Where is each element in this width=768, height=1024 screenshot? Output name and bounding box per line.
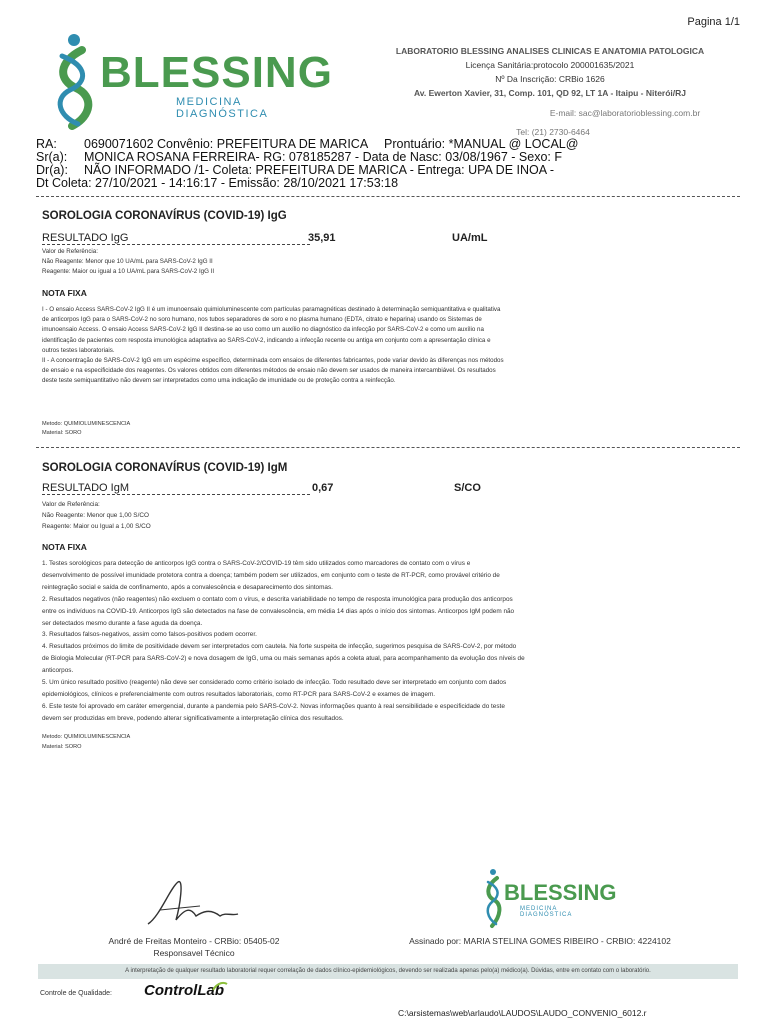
nota-line: 3. Resultados falsos-negativos, assim como falsos-positivos podem ocorrer. [42, 631, 257, 639]
divider [36, 447, 740, 448]
igm-nota-title: NOTA FIXA [42, 542, 87, 552]
ref-line: Reagente: Maior ou igual a 10 UA/mL para SARS-CoV-2 IgG II [42, 268, 215, 276]
divider [36, 196, 740, 197]
igg-reference [42, 247, 602, 278]
file-path: C:\arsistemas\web\arlaudo\LAUDOS\LAUDO_CONVENIO_6012.r [398, 1008, 647, 1018]
nota-line: reintegração social e saída de confinamento, após a convalescência e desaparecimento dos sintomas. [42, 583, 333, 591]
lab-info [360, 44, 740, 139]
nota-line: anticorpos. [42, 667, 74, 675]
nota-line: de anticorpos IgG para o SARS-CoV-2 no soro humano, nos tubos separadores de soro e no plasma humano (EDTA, citrato e heparina) usando os Sistemas de [42, 316, 482, 324]
logo-mark-icon [48, 32, 100, 130]
nota-line: ser detectados mesmo durante a fase aguda da doença. [42, 619, 203, 627]
lab-inscricao: Nº Da Inscrição: CRBio 1626 [495, 74, 605, 84]
ref-line: Valor de Referência: [42, 248, 98, 255]
igm-result-row [42, 482, 742, 495]
igg-title: SOROLOGIA CORONAVÍRUS (COVID-19) IgG [42, 210, 287, 222]
controllab-logo: ControlLab [144, 982, 224, 999]
lab-address: Av. Ewerton Xavier, 31, Comp. 101, QD 92, LT 1A - Itaipu - Niterói/RJ [413, 88, 687, 98]
igg-nota-text [42, 305, 732, 387]
brand-name: BLESSING [100, 48, 333, 97]
metodo: Metodo: QUIMIOLUMINESCENCIA [42, 734, 131, 740]
lab-tel: Tel: (21) 2730-6464 [516, 127, 590, 137]
igm-reference [42, 499, 602, 532]
page-number: Pagina 1/1 [687, 16, 740, 28]
ref-line: Reagente: Maior ou Igual a 1,00 S/CO [42, 523, 151, 530]
left-signer-role: Responsavel Técnico [153, 948, 235, 958]
dr-value: NÃO INFORMADO /1- Coleta: PREFEITURA DE MARICA - Entrega: UPA DE INOA - [84, 163, 555, 177]
igg-result-label: RESULTADO IgG [42, 232, 310, 245]
igm-value: 0,67 [312, 482, 334, 494]
right-signature: Assinado por: MARIA STELINA GOMES RIBEIRO - CRBIO: 4224102 [409, 936, 671, 946]
sr-label: Sr(a): [36, 150, 68, 164]
nota-line: de ensaio e na especificidade dos reagentes. Os valores obtidos com diferentes métodos de ensaio não devem ser usados de maneira intercambiável. Os resultados [42, 367, 496, 375]
blessing-logo-small [482, 868, 617, 930]
igm-unit: S/CO [454, 482, 481, 494]
igg-method [42, 420, 130, 438]
nota-line: devem ser produzidas em breve, podendo alterar significativamente a interpretação clínica dos resultados. [42, 714, 344, 722]
nota-line: II - A concentração de SARS-CoV-2 IgG em um espécime específico, determinada com ensaios de diferentes fabricantes, pode variar devido às diferenças nos métodos [42, 357, 504, 365]
nota-line: desenvolvimento de possível imunidade protetora contra a doença; também podem ser utilizados, em conjunto com o teste de RT-PCR, como provável critério de [42, 571, 500, 579]
nota-line: epidemiológicos, clínicos e preferencialmente com outros resultados laboratoriais, como RT-PCR para SARS-CoV-2 e exames de imagem. [42, 690, 436, 698]
igg-nota-title: NOTA FIXA [42, 288, 87, 298]
lab-licenca: Licença Sanitária:protocolo 200001635/2021 [465, 60, 635, 70]
metodo: Metodo: QUIMIOLUMINESCENCIA [42, 421, 131, 427]
left-signature [94, 935, 294, 959]
lab-email: E-mail: sac@laboratorioblessing.com.br [549, 108, 701, 118]
sr-value: MONICA ROSANA FERREIRA- RG: 078185287 - Data de Nasc: 03/08/1967 - Sexo: F [84, 150, 562, 164]
igm-nota-text [42, 558, 732, 725]
igg-value: 35,91 [308, 232, 336, 244]
nota-line: 2. Resultados negativos (não reagentes) não excluem o contato com o vírus, e descrita variabilidade no tempo de resposta imunológica para produção dos anticorpos [42, 595, 513, 603]
dt-line: Dt Coleta: 27/10/2021 - 14:16:17 - Emissão: 28/10/2021 17:53:18 [36, 176, 399, 190]
blessing-logo [38, 30, 338, 130]
nota-line: 6. Este teste foi aprovado em caráter emergencial, durante a pandemia pelo SARS-CoV-2. Novas informações quanto à real sensibilidade e especificidade do teste [42, 702, 505, 710]
left-signer-name: André de Freitas Monteiro - CRBio: 05405-02 [108, 936, 280, 946]
footer-disclaimer: A interpretação de qualquer resultado laboratorial requer correlação de dados clínico-epidemiológicos, devendo ser realizada apenas pelo(a) médico(a). Dúvidas, entre em contato com o laboratório. [38, 964, 738, 979]
igg-unit: UA/mL [452, 232, 488, 244]
igm-title: SOROLOGIA CORONAVÍRUS (COVID-19) IgM [42, 462, 288, 474]
ra-value: 0690071602 Convênio: PREFEITURA DE MARICA [84, 137, 369, 151]
nota-line: 1. Testes sorológicos para detecção de anticorpos IgG contra o SARS-CoV-2/COVID-19 têm sido utilizados como marcadores de contato com o vírus e [42, 560, 471, 567]
brand-subtitle: MEDICINA DIAGNÓSTICA [176, 96, 269, 120]
logo-mark-icon [482, 868, 504, 930]
controllab-swoosh-icon [212, 980, 228, 992]
brand-subtitle-small: MEDICINA DIAGNÓSTICA [520, 906, 573, 918]
igg-result-row [42, 232, 742, 245]
lab-name: LABORATORIO BLESSING ANALISES CLINICAS E ANATOMIA PATOLOGICA [395, 46, 705, 56]
prontuario: Prontuário: *MANUAL @ LOCAL@ [384, 137, 579, 151]
nota-line: 5. Um único resultado positivo (reagente) não deve ser considerado como critério isolado de infecção. Todo resultado deve ser interpretado em conjunto com dados [42, 679, 507, 687]
igm-method [42, 732, 130, 752]
ra-label: RA: [36, 137, 57, 151]
nota-line: entre os indivíduos na COVID-19. Anticorpos IgG são detectados na fase de convalescência, em média 14 dias após o início dos sintomas. Anticorpos IgM podem não [42, 607, 515, 615]
nota-line: outros testes laboratoriais. [42, 346, 115, 354]
quality-control-label: Controle de Qualidade: [40, 990, 112, 997]
nota-line: deste teste semiquantitativo não devem ser interpretados como uma indicação de imunidade ou de proteção contra a reinfecção. [42, 377, 396, 385]
patient-info [36, 138, 736, 190]
igm-result-label: RESULTADO IgM [42, 482, 310, 495]
ref-line: Não Reagente: Menor que 10 UA/mL para SARS-CoV-2 IgG II [42, 258, 213, 266]
nota-line: de Biologia Molecular (RT-PCR para SARS-CoV-2) e nova dosagem de IgG, uma ou mais semanas após a coleta atual, para acompanhamento da evolução dos níveis de [42, 655, 525, 663]
nota-line: I - O ensaio Access SARS-CoV-2 IgG II é um imunoensaio quimioluminescente com partículas paramagnéticas destinado à determinação semiquantitativa e qualitativa [42, 306, 501, 313]
dr-label: Dr(a): [36, 163, 68, 177]
nota-line: identificação de pacientes com resposta imunológica adaptativa ao SARS-CoV-2, indicando a infecção recente ou antiga em conjunto com a apresentação clínica e [42, 336, 491, 344]
nota-line: imunoensaio Access. O ensaio Access SARS-CoV-2 IgG II destina-se ao uso como um auxílio no diagnóstico da infecção por SARS-CoV-2 e como um auxílio na [42, 326, 484, 334]
ref-line: Não Reagente: Menor que 1,00 S/CO [42, 512, 149, 519]
nota-line: 4. Resultados próximos do limite de positividade devem ser interpretados com cautela. Na forte suspeita de infecção, sugerimos pesquisa de SARS-CoV-2, por método [42, 643, 517, 651]
ref-line: Valor de Referência: [42, 501, 100, 508]
signature-scribble [140, 876, 240, 932]
material: Material: SORO [42, 430, 82, 436]
brand-name-small: BLESSING [504, 880, 617, 905]
material: Material: SORO [42, 744, 82, 750]
